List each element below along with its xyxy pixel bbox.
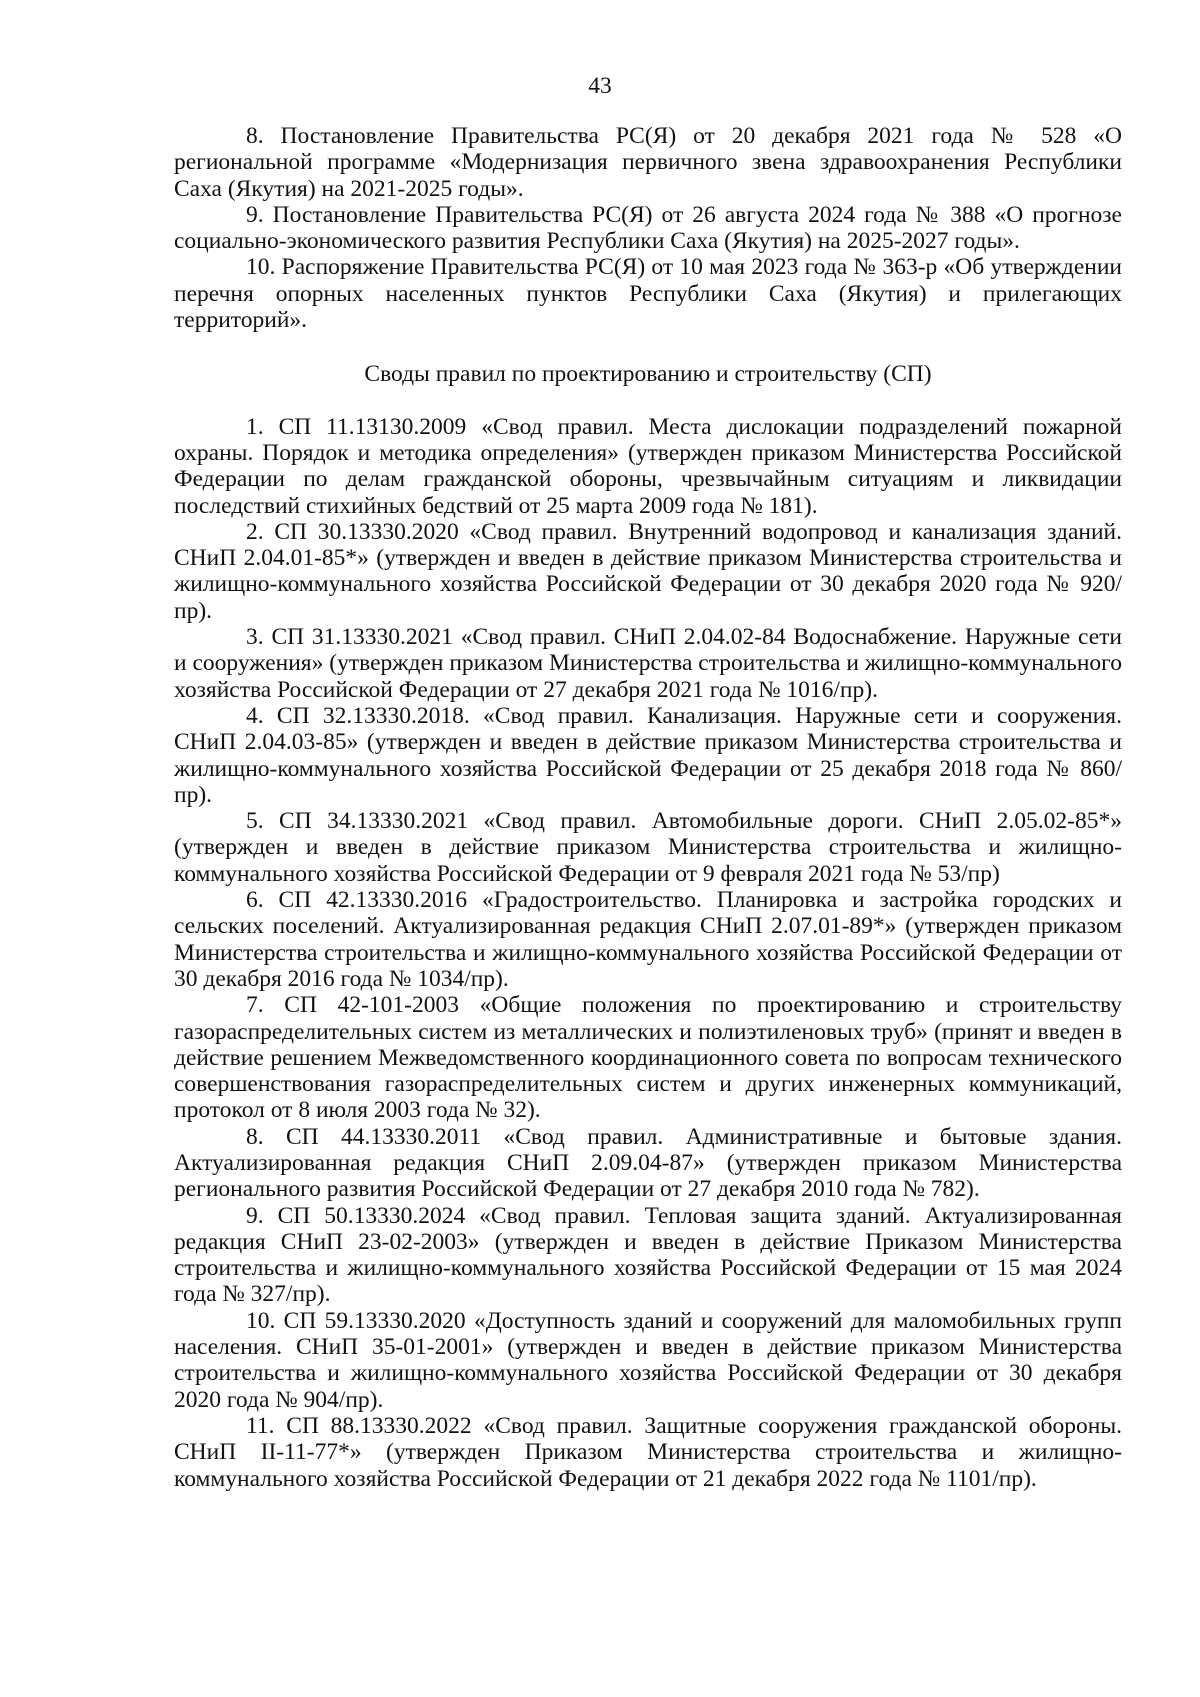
sp-list-item: 2. СП 30.13330.2020 «Свод правил. Внутренний водопровод и канализация зданий. СНиП 2.04.01-85*» (утвержден и введен в действие приказом Министерства строительства и жилищно-коммунального хозяйства Российской Федерации от 30 декабря 2020 года № 920/пр).: [174, 518, 1122, 624]
sp-list-item: 4. СП 32.13330.2018. «Свод правил. Канализация. Наружные сети и сооружения. СНиП 2.04.03-85» (утвержден и введен в действие приказом Министерства строительства и жилищно-коммунального хозяйства Российской Федерации от 25 декабря 2018 года № 860/пр).: [174, 702, 1122, 808]
sp-list-item: 11. СП 88.13330.2022 «Свод правил. Защитные сооружения гражданской обороны. СНиП II-11-77*» (утвержден Приказом Министерства строительства и жилищно-коммунального хозяйства Российской Федерации от 21 декабря 2022 года № 1101/пр).: [174, 1412, 1122, 1492]
sp-list-item: 7. СП 42-101-2003 «Общие положения по проектированию и строительству газораспределительных систем из металлических и полиэтиленовых труб» (принят и введен в действие решением Межведомственного координационного совета по вопросам технического совершенствования газораспределительных систем и других инженерных коммуникаций, протокол от 8 июля 2003 года № 32).: [174, 992, 1122, 1124]
sp-list-item: 8. СП 44.13330.2011 «Свод правил. Административные и бытовые здания. Актуализированная редакция СНиП 2.09.04-87» (утвержден приказом Министерства регионального развития Российской Федерации от 27 декабря 2010 года № 782).: [174, 1123, 1122, 1203]
list-item: 9. Постановление Правительства РС(Я) от 26 августа 2024 года № 388 «О прогнозе социально-экономического развития Республики Саха (Якутия) на 2025-2027 годы».: [174, 201, 1122, 255]
sp-list-item: 3. СП 31.13330.2021 «Свод правил. СНиП 2.04.02-84 Водоснабжение. Наружные сети и сооружения» (утвержден приказом Министерства строительства и жилищно-коммунального хозяйства Российской Федерации от 27 декабря 2021 года № 1016/пр).: [174, 624, 1122, 703]
sp-list-item: 1. СП 11.13130.2009 «Свод правил. Места дислокации подразделений пожарной охраны. Порядок и методика определения» (утвержден приказом Министерства Российской Федерации по делам гражданской обороны, чрезвычайным ситуациям и ликвидации последствий стихийных бедствий от 25 марта 2009 года № 181).: [174, 413, 1122, 519]
list-item: 8. Постановление Правительства РС(Я) от 20 декабря 2021 года № 528 «О региональной программе «Модернизация первичного звена здравоохранения Республики Саха (Якутия) на 2021-2025 годы».: [174, 123, 1122, 202]
sp-list-item: 6. СП 42.13330.2016 «Градостроительство. Планировка и застройка городских и сельских поселений. Актуализированная редакция СНиП 2.07.01-89*» (утвержден приказом Министерства строительства и жилищно-коммунального хозяйства Российской Федерации от 30 декабря 2016 года № 1034/пр).: [174, 887, 1122, 992]
sp-list-item: 10. СП 59.13330.2020 «Доступность зданий и сооружений для маломобильных групп населения. СНиП 35-01-2001» (утвержден и введен в действие приказом Министерства строительства и жилищно-коммунального хозяйства Российской Федерации от 30 декабря 2020 года № 904/пр).: [174, 1307, 1122, 1413]
sp-list-item: 9. СП 50.13330.2024 «Свод правил. Тепловая защита зданий. Актуализированная редакция СНиП 23-02-2003» (утвержден и введен в действие Приказом Министерства строительства и жилищно-коммунального хозяйства Российской Федерации от 15 мая 2024 года № 327/пр).: [174, 1202, 1122, 1308]
section-heading: Своды правил по проектированию и строительству (СП): [364, 361, 932, 388]
page-number: 43: [588, 73, 612, 99]
sp-list-item: 5. СП 34.13330.2021 «Свод правил. Автомобильные дороги. СНиП 2.05.02-85*» (утвержден и введен в действие приказом Министерства строительства и жилищно-коммунального хозяйства Российской Федерации от 9 февраля 2021 года № 53/пр): [174, 808, 1122, 887]
list-item: 10. Распоряжение Правительства РС(Я) от 10 мая 2023 года № 363-р «Об утверждении перечня опорных населенных пунктов Республики Саха (Якутия) и прилегающих территорий».: [174, 254, 1122, 334]
document-body: [174, 123, 1122, 1492]
